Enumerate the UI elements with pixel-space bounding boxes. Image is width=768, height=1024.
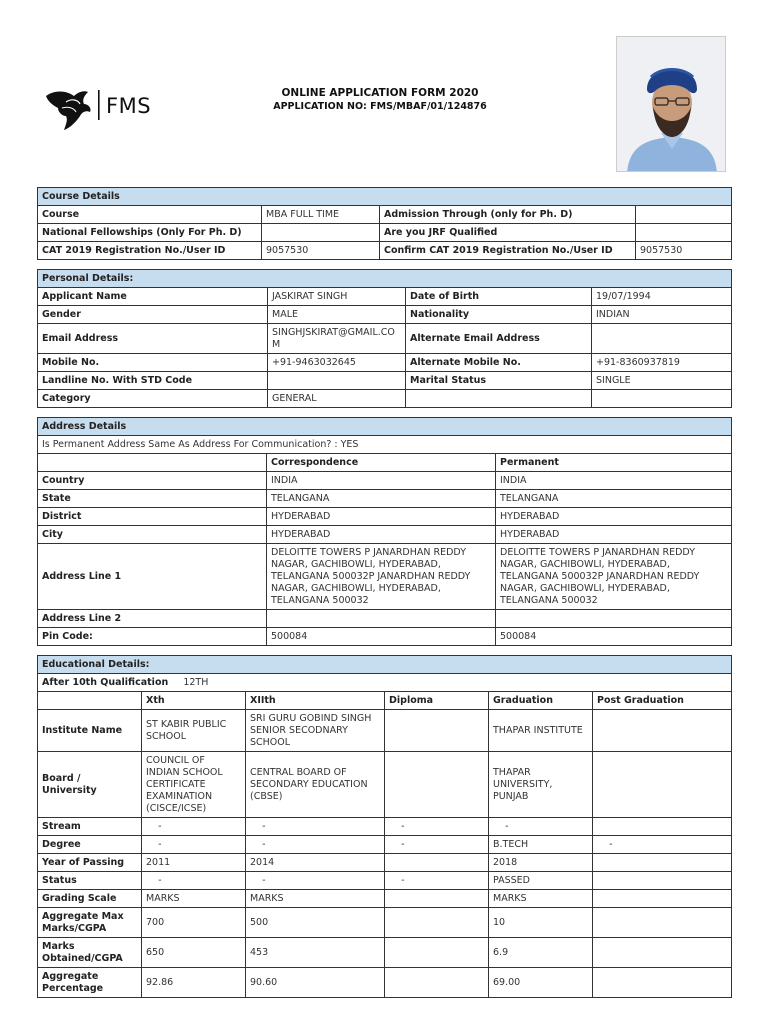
empty-cell <box>592 390 732 408</box>
alt-email-value <box>592 324 732 354</box>
fellowship-value <box>262 224 380 242</box>
edu-cell: - <box>385 818 489 836</box>
edu-cell: - <box>385 872 489 890</box>
correspondence-header: Correspondence <box>267 454 496 472</box>
edu-cell: - <box>246 836 385 854</box>
edu-cell: 92.86 <box>142 968 246 998</box>
address-corr-value <box>267 610 496 628</box>
edu-row-label: Marks Obtained/CGPA <box>38 938 142 968</box>
edu-cell: CENTRAL BOARD OF SECONDARY EDUCATION (CBSE) <box>246 752 385 818</box>
cat-value: 9057530 <box>262 242 380 260</box>
edu-row-label: Year of Passing <box>38 854 142 872</box>
address-corr-value: 500084 <box>267 628 496 646</box>
edu-cell <box>385 890 489 908</box>
email-value: SINGHJSKIRAT@GMAIL.COM <box>268 324 406 354</box>
form-title: ONLINE APPLICATION FORM 2020 <box>281 87 479 99</box>
edu-cell <box>593 968 732 998</box>
address-row-label: City <box>38 526 267 544</box>
edu-cell <box>593 818 732 836</box>
alt-mobile-label: Alternate Mobile No. <box>406 354 592 372</box>
course-value: MBA FULL TIME <box>262 206 380 224</box>
edu-cell: MARKS <box>142 890 246 908</box>
empty-cell <box>38 692 142 710</box>
edu-cell: - <box>142 836 246 854</box>
column-header-post-graduation: Post Graduation <box>593 692 732 710</box>
edu-cell: 2014 <box>246 854 385 872</box>
after-10th-row <box>38 674 732 692</box>
jrf-label: Are you JRF Qualified <box>380 224 636 242</box>
edu-cell: - <box>142 818 246 836</box>
address-corr-value: HYDERABAD <box>267 526 496 544</box>
edu-cell: 90.60 <box>246 968 385 998</box>
permanent-header: Permanent <box>496 454 732 472</box>
edu-cell: - <box>142 872 246 890</box>
edu-cell <box>385 752 489 818</box>
education-section-title: Educational Details: <box>38 656 732 674</box>
edu-cell: - <box>385 836 489 854</box>
mobile-label: Mobile No. <box>38 354 268 372</box>
address-row-label: Country <box>38 472 267 490</box>
edu-cell: 500 <box>246 908 385 938</box>
address-corr-value: HYDERABAD <box>267 508 496 526</box>
edu-cell: - <box>246 872 385 890</box>
edu-cell: PASSED <box>489 872 593 890</box>
edu-cell <box>385 710 489 752</box>
applicant-photo-image <box>617 37 726 172</box>
edu-cell: B.TECH <box>489 836 593 854</box>
confirm-cat-label: Confirm CAT 2019 Registration No./User ID <box>380 242 636 260</box>
edu-cell <box>593 908 732 938</box>
edu-cell <box>593 752 732 818</box>
nationality-value: INDIAN <box>592 306 732 324</box>
empty-cell <box>38 454 267 472</box>
edu-cell: 2018 <box>489 854 593 872</box>
address-perm-value: TELANGANA <box>496 490 732 508</box>
edu-cell: - <box>489 818 593 836</box>
column-header-xth: Xth <box>142 692 246 710</box>
address-row-label: District <box>38 508 267 526</box>
category-label: Category <box>38 390 268 408</box>
course-label: Course <box>38 206 262 224</box>
admission-label: Admission Through (only for Ph. D) <box>380 206 636 224</box>
edu-row-label: Stream <box>38 818 142 836</box>
same-address-question: Is Permanent Address Same As Address For Communication? : YES <box>38 436 732 454</box>
address-details-table <box>37 417 732 646</box>
admission-value <box>636 206 732 224</box>
personal-details-table <box>37 269 732 408</box>
column-header-graduation: Graduation <box>489 692 593 710</box>
mobile-value: +91-9463032645 <box>268 354 406 372</box>
landline-label: Landline No. With STD Code <box>38 372 268 390</box>
edu-cell <box>593 872 732 890</box>
address-perm-value: HYDERABAD <box>496 526 732 544</box>
applicant-name-value: JASKIRAT SINGH <box>268 288 406 306</box>
edu-cell: THAPAR INSTITUTE <box>489 710 593 752</box>
gender-value: MALE <box>268 306 406 324</box>
edu-cell <box>385 968 489 998</box>
alt-mobile-value: +91-8360937819 <box>592 354 732 372</box>
address-perm-value: INDIA <box>496 472 732 490</box>
fellowship-label: National Fellowships (Only For Ph. D) <box>38 224 262 242</box>
personal-section-title: Personal Details: <box>38 270 732 288</box>
edu-row-label: Grading Scale <box>38 890 142 908</box>
applicant-photo <box>616 36 726 172</box>
marital-label: Marital Status <box>406 372 592 390</box>
edu-cell: 69.00 <box>489 968 593 998</box>
address-perm-value <box>496 610 732 628</box>
edu-cell <box>593 938 732 968</box>
column-header-xiith: XIIth <box>246 692 385 710</box>
application-number: APPLICATION NO: FMS/MBAF/01/124876 <box>273 101 487 112</box>
edu-row-label: Degree <box>38 836 142 854</box>
edu-cell: SRI GURU GOBIND SINGH SENIOR SECODNARY SCHOOL <box>246 710 385 752</box>
nationality-label: Nationality <box>406 306 592 324</box>
edu-cell <box>593 710 732 752</box>
edu-cell <box>593 890 732 908</box>
edu-row-label: Institute Name <box>38 710 142 752</box>
empty-cell <box>406 390 592 408</box>
address-row-label: State <box>38 490 267 508</box>
gender-label: Gender <box>38 306 268 324</box>
applicant-name-label: Applicant Name <box>38 288 268 306</box>
edu-cell: 2011 <box>142 854 246 872</box>
address-section-title: Address Details <box>38 418 732 436</box>
alt-email-label: Alternate Email Address <box>406 324 592 354</box>
edu-cell: 650 <box>142 938 246 968</box>
email-label: Email Address <box>38 324 268 354</box>
after-10th-value: 12TH <box>183 676 209 688</box>
edu-cell <box>385 854 489 872</box>
edu-cell: - <box>246 818 385 836</box>
address-perm-value: DELOITTE TOWERS P JANARDHAN REDDY NAGAR, GACHIBOWLI, HYDERABAD, TELANGANA 500032P JANARDHAN REDDY NAGAR, GACHIBOWLI, HYDERABAD, TELANGANA 500032 <box>496 544 732 610</box>
landline-value <box>268 372 406 390</box>
address-row-label: Address Line 1 <box>38 544 267 610</box>
dob-value: 19/07/1994 <box>592 288 732 306</box>
edu-cell: 10 <box>489 908 593 938</box>
edu-row-label: Board / University <box>38 752 142 818</box>
edu-cell: ST KABIR PUBLIC SCHOOL <box>142 710 246 752</box>
address-corr-value: INDIA <box>267 472 496 490</box>
address-corr-value: DELOITTE TOWERS P JANARDHAN REDDY NAGAR, GACHIBOWLI, HYDERABAD, TELANGANA 500032P JANARDHAN REDDY NAGAR, GACHIBOWLI, HYDERABAD, TELANGANA 500032 <box>267 544 496 610</box>
edu-cell: COUNCIL OF INDIAN SCHOOL CERTIFICATE EXAMINATION (CISCE/ICSE) <box>142 752 246 818</box>
edu-row-label: Aggregate Percentage <box>38 968 142 998</box>
address-perm-value: 500084 <box>496 628 732 646</box>
edu-cell: 700 <box>142 908 246 938</box>
address-row-label: Pin Code: <box>38 628 267 646</box>
edu-cell <box>593 854 732 872</box>
edu-cell: MARKS <box>246 890 385 908</box>
address-perm-value: HYDERABAD <box>496 508 732 526</box>
edu-row-label: Status <box>38 872 142 890</box>
address-corr-value: TELANGANA <box>267 490 496 508</box>
confirm-cat-value: 9057530 <box>636 242 732 260</box>
course-section-title: Course Details <box>38 188 732 206</box>
course-details-table <box>37 187 732 260</box>
edu-cell: MARKS <box>489 890 593 908</box>
edu-cell <box>385 908 489 938</box>
marital-value: SINGLE <box>592 372 732 390</box>
fms-logo-text: FMS <box>106 94 152 118</box>
edu-cell <box>385 938 489 968</box>
edu-cell: - <box>593 836 732 854</box>
jrf-value <box>636 224 732 242</box>
form-header <box>0 0 768 180</box>
edu-cell: THAPAR UNIVERSITY, PUNJAB <box>489 752 593 818</box>
category-value: GENERAL <box>268 390 406 408</box>
edu-cell: 6.9 <box>489 938 593 968</box>
edu-cell: 453 <box>246 938 385 968</box>
edu-row-label: Aggregate Max Marks/CGPA <box>38 908 142 938</box>
column-header-diploma: Diploma <box>385 692 489 710</box>
after-10th-label: After 10th Qualification <box>42 676 169 688</box>
address-row-label: Address Line 2 <box>38 610 267 628</box>
cat-label: CAT 2019 Registration No./User ID <box>38 242 262 260</box>
education-details-table <box>37 655 732 998</box>
dob-label: Date of Birth <box>406 288 592 306</box>
